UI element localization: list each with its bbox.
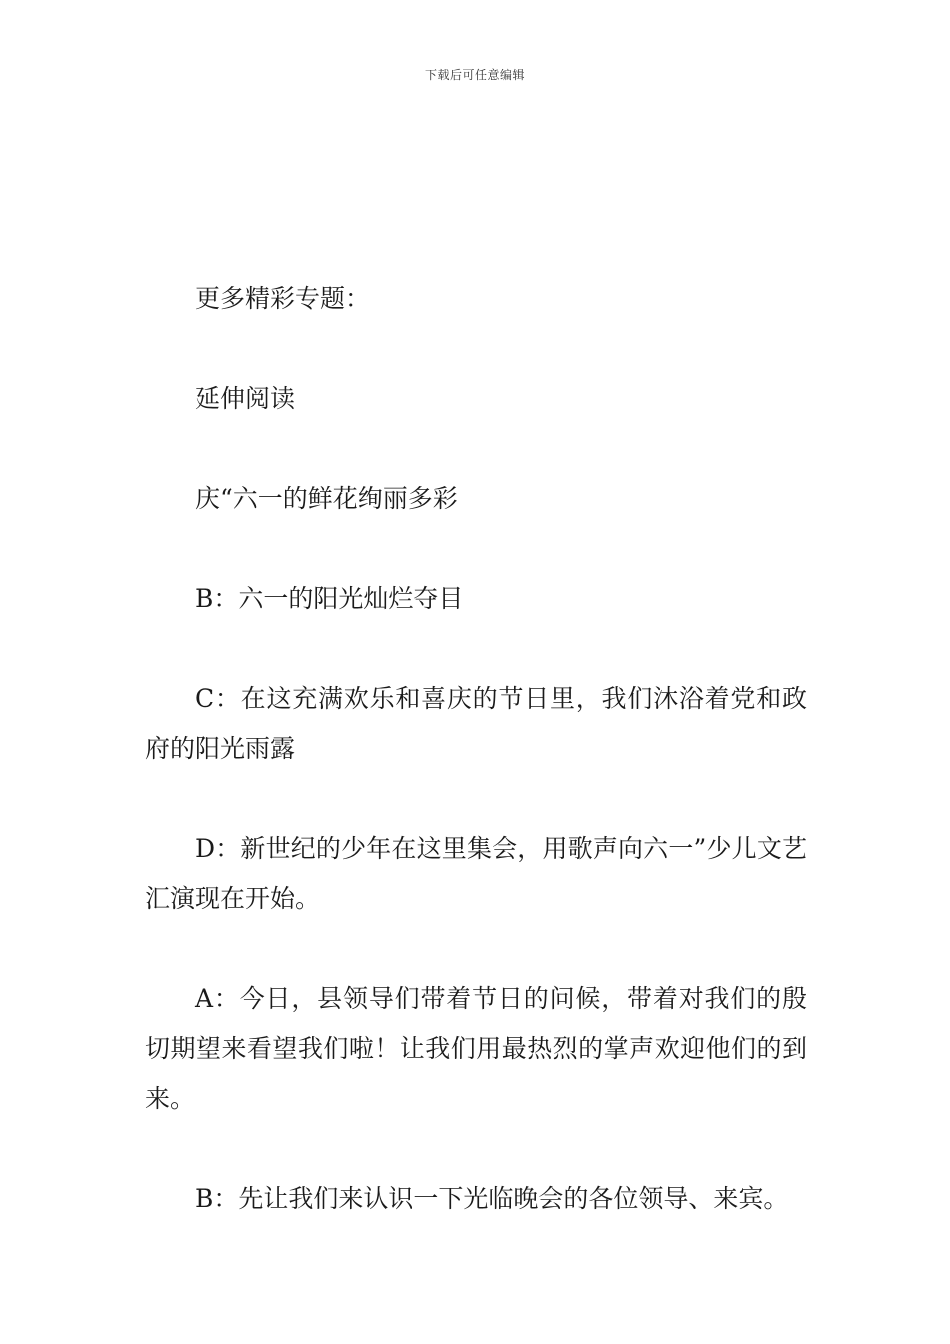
paragraph-line-b1: B：六一的阳光灿烂夺目: [195, 584, 464, 613]
paragraph-line-a: A：今日，县领导们带着节日的问候，带着对我们的殷切期望来看望我们啦！让我们用最热烈的掌声欢迎他们的到来。: [145, 984, 807, 1113]
page-header: 下载后可任意编辑: [424, 68, 525, 82]
paragraph-line-b2: B：先让我们来认识一下光临晚会的各位领导、来宾。: [195, 1184, 789, 1213]
paragraph-extended-reading: 延伸阅读: [195, 384, 296, 413]
paragraph-title: 庆“六一的鲜花绚丽多彩: [195, 484, 458, 513]
paragraph-line-c: C：在这充满欢乐和喜庆的节日里，我们沐浴着党和政府的阳光雨露: [145, 684, 807, 763]
paragraph-topics-heading: 更多精彩专题：: [195, 284, 371, 313]
document-body: [145, 274, 807, 1224]
paragraph-line-d: D：新世纪的少年在这里集会，用歌声向六一”少儿文艺汇演现在开始。: [145, 834, 807, 913]
